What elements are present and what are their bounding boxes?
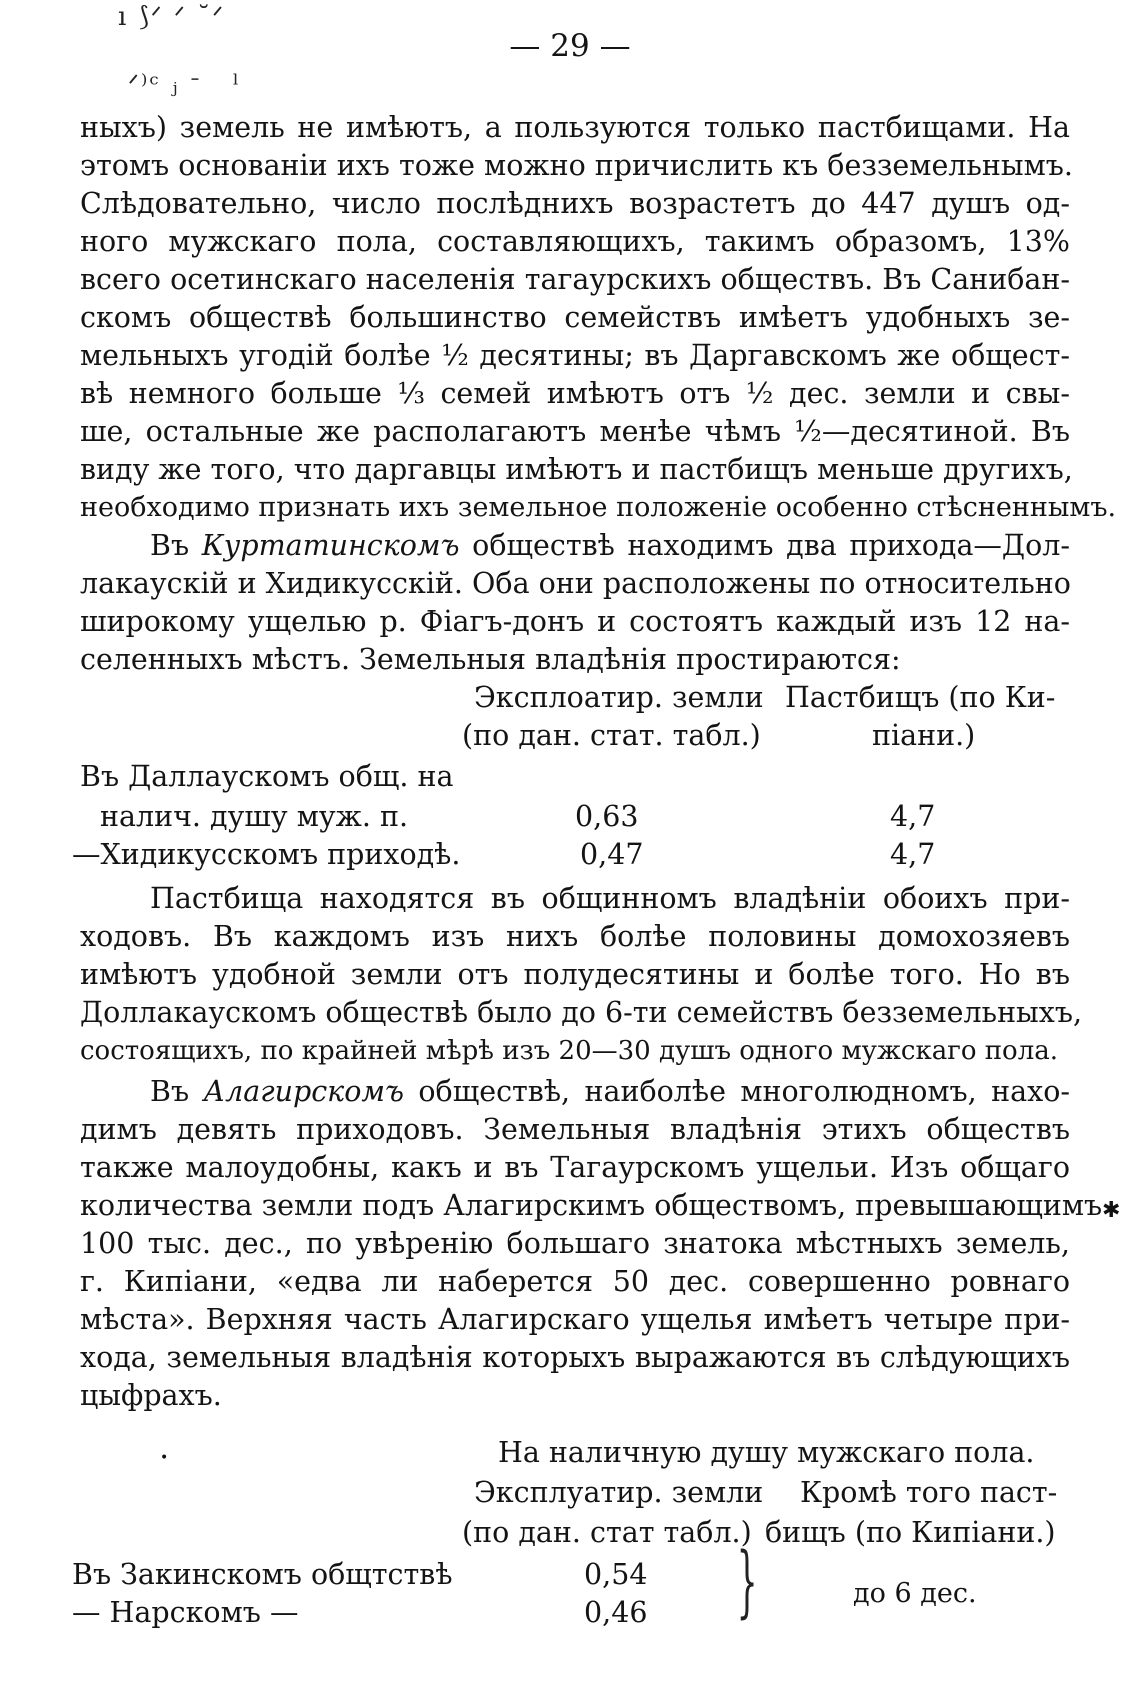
margin-dot: • <box>160 1450 169 1466</box>
text-line: цыфрахъ. <box>80 1379 222 1412</box>
curly-brace: } <box>736 1536 758 1628</box>
text-line: Пастбища находятся въ общинномъ владѣніи обоихъ при- <box>150 882 1070 915</box>
table-cell-value: 0,54 <box>584 1558 648 1591</box>
text-line: хода, земельныя владѣнія которыхъ выражаются въ слѣдующихъ <box>80 1341 1070 1374</box>
text-line: Слѣдовательно, число послѣднихъ возрастетъ до 447 душъ од- <box>80 187 1070 220</box>
table-row-label: Въ Даллаускомъ общ. на <box>80 760 454 793</box>
text-line: ного мужскаго пола, составляющихъ, такимъ образомъ, 13% <box>80 225 1070 258</box>
table-header-exploited-land: Эксплоатир. земли <box>474 681 764 714</box>
text-line: лакаускій и Хидикусскій. Оба они расположены по относительно <box>80 567 1071 600</box>
table-cell-value: 0,63 <box>575 800 639 833</box>
text-line: Въ Алагирскомъ обществѣ, наиболѣе многолюдномъ, нахо- <box>150 1075 1070 1108</box>
table-cell-value: 4,7 <box>890 800 936 833</box>
table-row-label: —Хидикусскомъ приходѣ. <box>72 838 461 871</box>
text-line: виду же того, что даргавцы имѣютъ и пастбищъ меньше другихъ, <box>80 453 1073 486</box>
text-line: скомъ обществѣ большинство семействъ имѣетъ удобныхъ зе- <box>80 301 1070 334</box>
text-line: Въ Куртатинскомъ обществѣ находимъ два прихода—Дол- <box>150 529 1070 562</box>
table-row-label: — Нарскомъ — <box>72 1596 299 1629</box>
text-line: димъ девять приходовъ. Земельныя владѣнія этихъ обществъ <box>80 1113 1070 1146</box>
text-line: вѣ немного больше ⅓ семей имѣютъ отъ ½ дес. земли и свы- <box>80 377 1070 410</box>
table-header-exploited-land: (по дан. стат. табл.) <box>462 719 761 752</box>
text-line: широкому ущелью р. Фіагъ-донъ и состоятъ каждый изъ 12 на- <box>80 605 1070 638</box>
margin-scribble: ᐟ⁾ᶜ ⱼ ᐨ ˡ <box>128 70 242 100</box>
table-cell-value: 0,47 <box>580 838 644 871</box>
text-line: имѣютъ удобной земли отъ полудесятины и болѣе того. Но въ <box>80 958 1070 991</box>
text-line: необходимо признать ихъ земельное положеніе особенно стѣсненнымъ. <box>80 492 1117 523</box>
page-number: — 29 — <box>509 28 631 64</box>
text-line: 100 тыс. дес., по увѣренію большаго знатока мѣстныхъ земель, <box>80 1227 1070 1260</box>
place-name-kurtatinsk: Куртатинскомъ <box>201 529 460 562</box>
table-row-label: налич. душу муж. п. <box>100 800 409 833</box>
table-header-exploited-land: (по дан. стат табл.) <box>462 1516 752 1549</box>
table-header-pastures: піани.) <box>872 719 976 752</box>
text-line: ныхъ) земель не имѣютъ, а пользуются только пастбищами. На <box>80 111 1070 144</box>
text-line: количества земли подъ Алагирскимъ обществомъ, превышающимъ <box>80 1189 1103 1222</box>
text-line: всего осетинскаго населенія тагаурскихъ обществъ. Въ Санибан- <box>80 263 1070 296</box>
text-line: мѣста». Верхняя часть Алагирскаго ущелья имѣетъ четыре при- <box>80 1303 1070 1336</box>
text-line: также малоудобны, какъ и въ Тагаурскомъ ущельи. Изъ общаго <box>80 1151 1070 1184</box>
table-header-pastures: Пастбищъ (по Ки- <box>785 681 1056 714</box>
text-line: мельныхъ угодій болѣе ½ десятины; въ Даргавскомъ же общест- <box>80 339 1070 372</box>
table-cell-value: 4,7 <box>890 838 936 871</box>
table-shared-value: до 6 дес. <box>853 1578 977 1609</box>
text-line: Доллакаускомъ обществѣ было до 6-ти семействъ безземельныхъ, <box>80 996 1083 1029</box>
text-line: селенныхъ мѣстъ. Земельныя владѣнія простираются: <box>80 643 901 676</box>
text-line: этомъ основаніи ихъ тоже можно причислить къ безземельнымъ. <box>80 149 1073 182</box>
text-line: г. Кипіани, «едва ли наберется 50 дес. совершенно ровнаго <box>80 1265 1070 1298</box>
table-header-extra-pastures: бищъ (по Кипіани.) <box>765 1516 1056 1549</box>
table-header-extra-pastures: Кромѣ того паст- <box>800 1476 1058 1509</box>
table-header-exploited-land: Эксплуатир. земли <box>474 1476 764 1509</box>
text-line: ходовъ. Въ каждомъ изъ нихъ болѣе половины домохозяевъ <box>80 920 1070 953</box>
table-cell-value: 0,46 <box>584 1596 648 1629</box>
margin-mark: ✱ <box>1102 1198 1121 1223</box>
margin-scribble: ı ⟆ᐟ ᐟ ˘ᐟ <box>118 2 226 32</box>
table-row-label: Въ Закинскомъ общтствѣ <box>72 1558 453 1591</box>
table-caption: На наличную душу мужскаго пола. <box>498 1436 1035 1469</box>
text-line: состоящихъ, по крайней мѣрѣ изъ 20—30 душъ одного мужскаго пола. <box>80 1036 1058 1066</box>
place-name-alagir: Алагирскомъ <box>203 1075 404 1108</box>
text-line: ше, остальные же располагаютъ менѣе чѣмъ ½—десятиной. Въ <box>80 415 1070 448</box>
